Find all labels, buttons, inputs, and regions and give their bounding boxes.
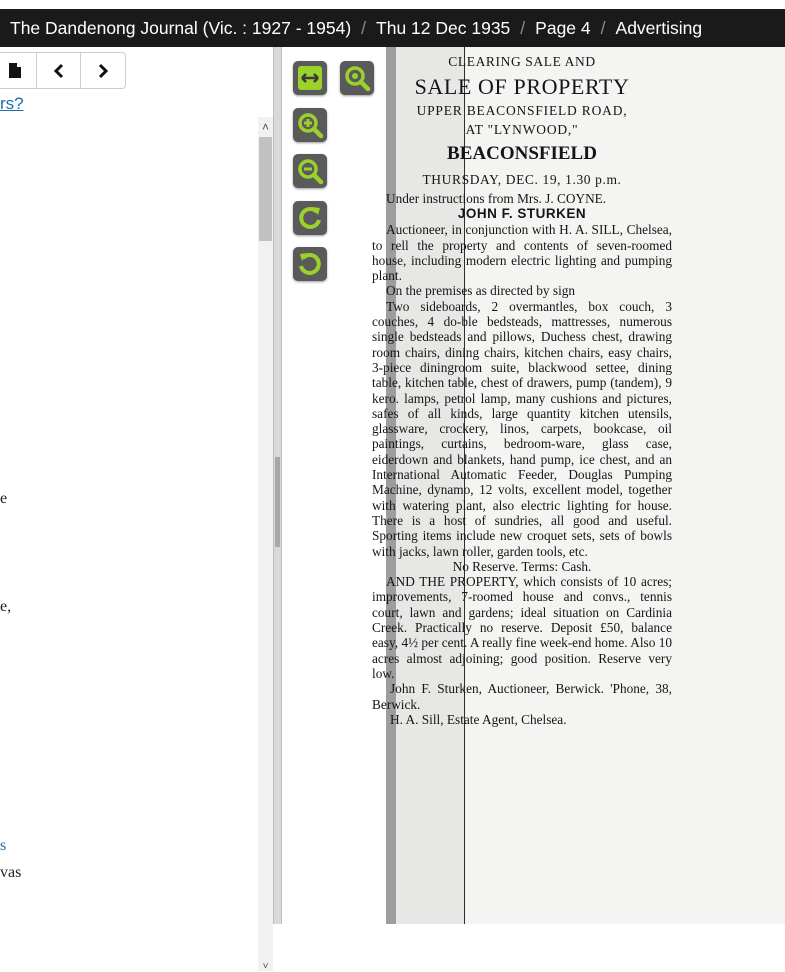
rotate-counterclockwise-icon [296, 250, 324, 278]
ad-paragraph: Auctioneer, in conjunction with H. A. SILL, Chelsea, to rell the property and contents of seven-roomed house, including modern electric lighting and pumping plant. [372, 222, 672, 284]
chevron-left-icon [53, 64, 65, 78]
fit-width-icon [296, 64, 324, 92]
text-link-fragment[interactable]: rs? [0, 94, 24, 113]
zoom-in-icon [296, 111, 324, 139]
chevron-right-icon [97, 64, 109, 78]
page-button[interactable] [0, 53, 37, 88]
text-pane [0, 47, 273, 972]
text-fragment: e, [0, 598, 12, 615]
ad-signature: H. A. Sill, Estate Agent, Chelsea. [390, 711, 567, 727]
rotate-clockwise-button[interactable] [293, 201, 327, 235]
ad-paragraph: AND THE PROPERTY, which consists of 10 acres; improvements, 7-roomed house and convs., tennis court, lawn and gardens; ideal situation on Cardinia Creek. Practically no reserve. Deposit £50, balance easy, 4½ per cent. A really fine week-end home. Also 10 acres almost adjoining; good position. Reserve very low. [372, 574, 672, 681]
ad-auctioneer: JOHN F. STURKEN [457, 206, 587, 222]
ad-location-property: AT "LYNWOOD," [465, 122, 579, 137]
breadcrumb [0, 9, 785, 47]
breadcrumb-category: Advertising [615, 17, 703, 38]
rotate-counterclockwise-button[interactable] [293, 247, 327, 281]
image-viewer [282, 47, 785, 924]
ad-date: THURSDAY, DEC. 19, 1.30 p.m. [422, 172, 622, 187]
next-button[interactable] [81, 53, 125, 88]
ad-kicker: CLEARING SALE AND [448, 54, 596, 69]
splitter-grip[interactable] [275, 457, 280, 547]
breadcrumb-separator: / [600, 17, 606, 38]
ad-paragraph: Two sideboards, 2 overmantles, box couch, 3 couches, 4 do-ble bedsteads, mattresses, numerous single bedsteads and pillows, Duchess chest, drawing room chairs, dining chairs, kitchen chairs, easy chairs, 3-piece diningroom suite, blackwood settee, dining table, kitchen table, chest of drawers, pump (tandem), 9 kero. lamps, petrol lamp, many cushions and pictures, safes of all kinds, large quantity kitchen utensils, glassware, crockery, linos, carpets, bookcase, oil paintings, curtains, bedroom-ware, glass case, eiderdown and blankets, hand pump, ice chest, and an International Automatic Feeder, Douglas Pumping Machine, dynamo, 12 volts, excellent model, together with watering plant, also electric lighting for house. There is a host of sundries, all good and useful. Sporting items include new croquet sets, sets of bowls with jacks, lawn roller, garden tools, etc. [372, 298, 672, 559]
ad-signature: John F. Sturken, Auctioneer, Berwick. 'Phone, 38, Berwick. [372, 681, 672, 712]
scroll-down-arrow[interactable]: ˅ [262, 960, 269, 972]
breadcrumb-separator: / [361, 17, 367, 38]
zoom-in-button[interactable] [293, 108, 327, 142]
ad-instructions: Under instructions from Mrs. J. COYNE. [386, 191, 607, 206]
text-pane-scrollbar[interactable] [258, 117, 273, 971]
ad-location-road: UPPER BEACONSFIELD ROAD, [416, 103, 628, 118]
pane-splitter[interactable] [273, 47, 282, 924]
fit-width-button[interactable] [293, 61, 327, 95]
breadcrumb-page[interactable]: Page 4 [535, 17, 591, 38]
top-bar [0, 0, 785, 47]
ad-headline: SALE OF PROPERTY [414, 74, 630, 99]
ad-terms: No Reserve. Terms: Cash. [452, 558, 592, 574]
advertisement-text [372, 51, 672, 727]
previous-button[interactable] [37, 53, 81, 88]
ad-paragraph: On the premises as directed by sign [386, 283, 576, 299]
text-fragment: vas [0, 864, 22, 881]
scroll-thumb[interactable] [259, 137, 272, 241]
breadcrumb-separator: / [520, 17, 526, 38]
zoom-reset-icon [343, 64, 371, 92]
text-fragment: e [0, 490, 8, 507]
ad-town: BEACONSFIELD [447, 143, 597, 164]
rotate-clockwise-icon [296, 204, 324, 232]
zoom-out-button[interactable] [293, 154, 327, 188]
zoom-out-icon [296, 157, 324, 185]
scroll-up-arrow[interactable]: ˄ [261, 120, 269, 134]
breadcrumb-date[interactable]: Thu 12 Dec 1935 [376, 17, 511, 38]
text-fragment-link[interactable]: s [0, 837, 7, 854]
zoom-reset-button[interactable] [340, 61, 374, 95]
page-icon [8, 62, 22, 79]
article-nav-group [0, 52, 126, 89]
breadcrumb-publication[interactable]: The Dandenong Journal (Vic. : 1927 - 1954) [10, 17, 352, 38]
